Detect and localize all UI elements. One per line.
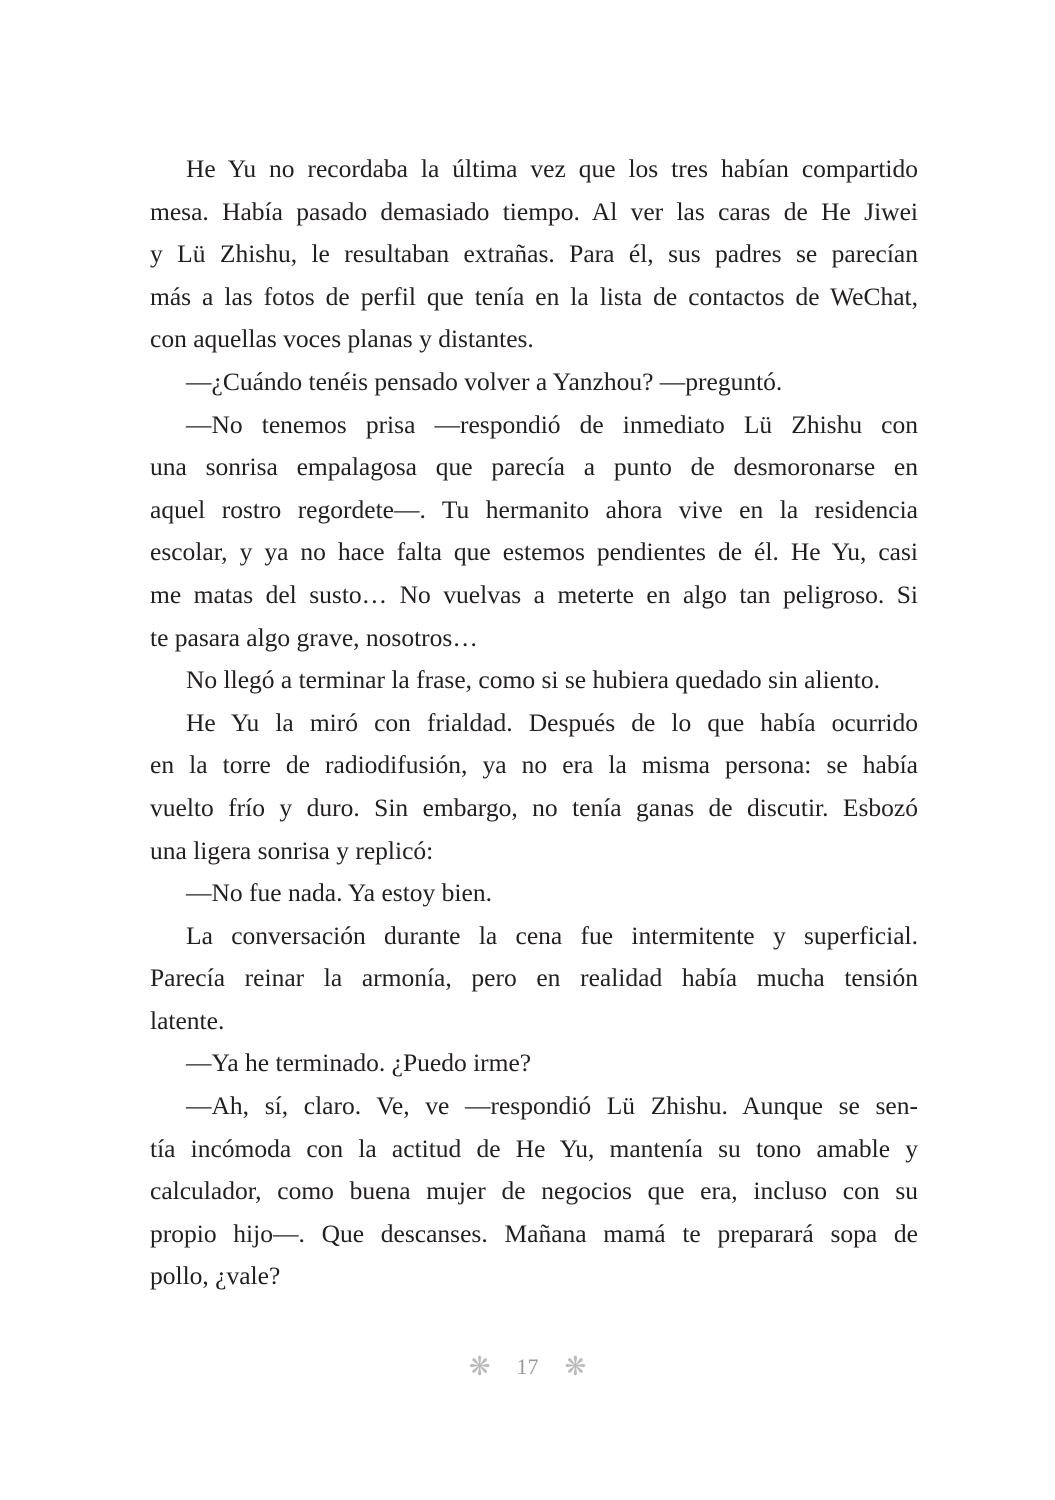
- text-line: He Yu la miró con frialdad. Después de lo que había ocurrido: [186, 707, 918, 737]
- text-line: calculador, como buena mujer de negocios que era, incluso con su: [150, 1176, 918, 1206]
- paragraph: [150, 148, 918, 361]
- text-line: con aquellas voces planas y distantes.: [150, 324, 534, 354]
- text-line: pollo, ¿vale?: [150, 1261, 281, 1291]
- paragraph: [150, 404, 918, 660]
- text-line: —Ah, sí, claro. Ve, ve —respondió Lü Zhishu. Aunque se sen-: [186, 1091, 918, 1121]
- text-line: latente.: [150, 1005, 225, 1035]
- text-line: una ligera sonrisa y replicó:: [150, 835, 434, 865]
- text-line: No llegó a terminar la frase, como si se hubiera quedado sin aliento.: [186, 665, 880, 695]
- paragraph: [150, 915, 918, 1043]
- text-line: escolar, y ya no hace falta que estemos pendientes de él. He Yu, casi: [150, 537, 918, 567]
- text-line: —No fue nada. Ya estoy bien.: [186, 878, 492, 908]
- paragraph: [150, 1085, 918, 1298]
- text-line: tía incómoda con la actitud de He Yu, mantenía su tono amable y: [150, 1133, 918, 1163]
- text-line: más a las fotos de perfil que tenía en la lista de contactos de WeChat,: [150, 281, 918, 311]
- text-line: vuelto frío y duro. Sin embargo, no tenía ganas de discutir. Esbozó: [150, 792, 918, 822]
- text-line: y Lü Zhishu, le resultaban extrañas. Para él, sus padres se parecían: [150, 239, 918, 269]
- paragraph: [150, 361, 918, 404]
- text-line: —Ya he terminado. ¿Puedo irme?: [186, 1048, 532, 1078]
- paragraph: [150, 702, 918, 872]
- text-line: —¿Cuándo tenéis pensado volver a Yanzhou? —preguntó.: [186, 366, 783, 396]
- text-line: propio hijo—. Que descanses. Mañana mamá te preparará sopa de: [150, 1218, 918, 1248]
- text-line: me matas del susto… No vuelvas a meterte en algo tan peligroso. Si: [150, 579, 918, 609]
- text-line: una sonrisa empalagosa que parecía a punto de desmoronarse en: [150, 452, 918, 482]
- text-line: aquel rostro regordete—. Tu hermanito ahora vive en la residencia: [150, 494, 918, 524]
- text-line: —No tenemos prisa —respondió de inmediato Lü Zhishu con: [186, 409, 918, 439]
- text-line: La conversación durante la cena fue intermitente y superficial.: [186, 920, 918, 950]
- paragraph: [150, 1042, 918, 1085]
- text-line: te pasara algo grave, nosotros…: [150, 622, 478, 652]
- page-footer: [0, 1352, 1055, 1382]
- body-text: [150, 148, 918, 1298]
- text-line: He Yu no recordaba la última vez que los tres habían compartido: [186, 154, 918, 183]
- paragraph: [150, 872, 918, 915]
- text-line: mesa. Había pasado demasiado tiempo. Al ver las caras de He Jiwei: [150, 196, 918, 226]
- text-line: Parecía reinar la armonía, pero en realidad había mucha tensión: [150, 963, 918, 993]
- page-number: 17: [516, 1354, 539, 1379]
- flower-icon: ❋: [564, 1352, 587, 1381]
- text-line: en la torre de radiodifusión, ya no era la misma persona: se había: [150, 750, 918, 780]
- flower-icon: ❋: [468, 1352, 491, 1381]
- paragraph: [150, 659, 918, 702]
